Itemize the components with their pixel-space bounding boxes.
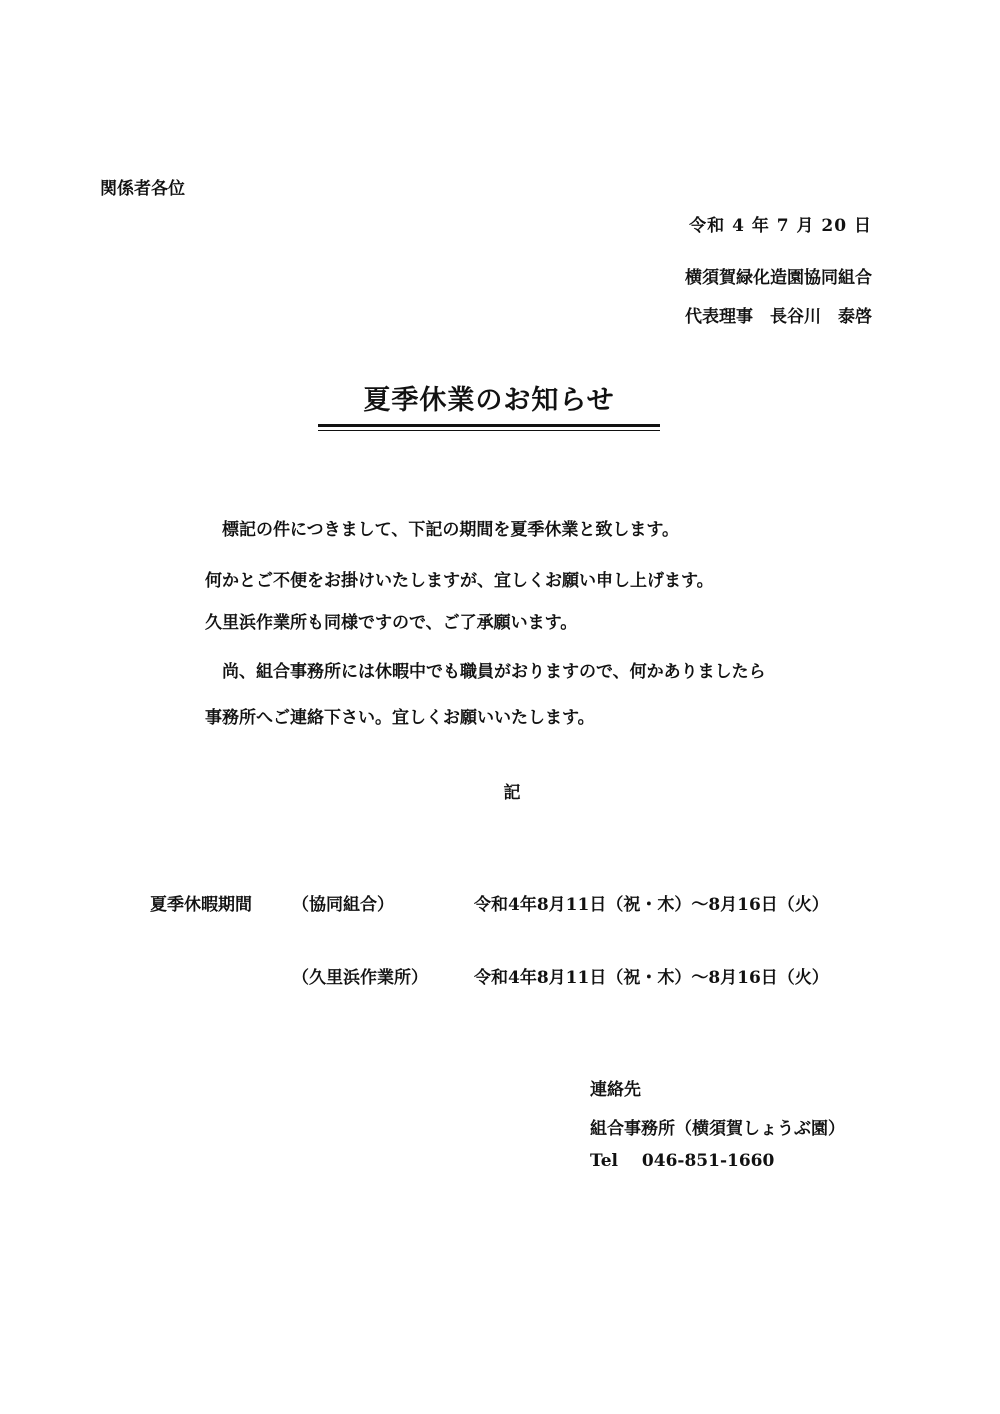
title-underline: [318, 424, 660, 431]
body-paragraph: 事務所へご連絡下さい。宜しくお願いいたします。: [205, 708, 595, 728]
page-title: 夏季休業のお知らせ: [363, 385, 615, 416]
contact-office: 組合事務所（横須賀しょうぶ園）: [590, 1119, 845, 1139]
contact-heading: 連絡先: [590, 1080, 641, 1100]
schedule-label: 夏季休暇期間: [150, 895, 252, 915]
organization-name: 横須賀緑化造園協同組合: [685, 268, 872, 288]
tel-number: 046-851-1660: [641, 1151, 775, 1171]
schedule-period: 令和4年8月11日（祝・木）～8月16日（火）: [474, 968, 829, 988]
schedule-group: （協同組合）: [292, 895, 394, 915]
body-paragraph: 尚、組合事務所には休暇中でも職員がおりますので、何かありましたら: [222, 662, 766, 682]
schedule-period: 令和4年8月11日（祝・木）～8月16日（火）: [474, 895, 829, 915]
body-paragraph: 標記の件につきまして、下記の期間を夏季休業と致します。: [222, 520, 679, 540]
schedule-group: （久里浜作業所）: [292, 968, 428, 988]
representative-name: 代表理事 長谷川 泰啓: [685, 307, 872, 327]
body-paragraph: 何かとご不便をお掛けいたしますが、宜しくお願い申し上げます。: [205, 571, 714, 591]
body-paragraph: 久里浜作業所も同様ですので、ご了承願います。: [205, 613, 578, 633]
contact-telephone: [590, 1151, 774, 1171]
ki-heading: 記: [503, 783, 521, 803]
tel-label: Tel: [590, 1151, 618, 1171]
document-date: 令和 4 年 7 月 20 日: [689, 216, 872, 236]
addressee: 関係者各位: [100, 179, 185, 199]
